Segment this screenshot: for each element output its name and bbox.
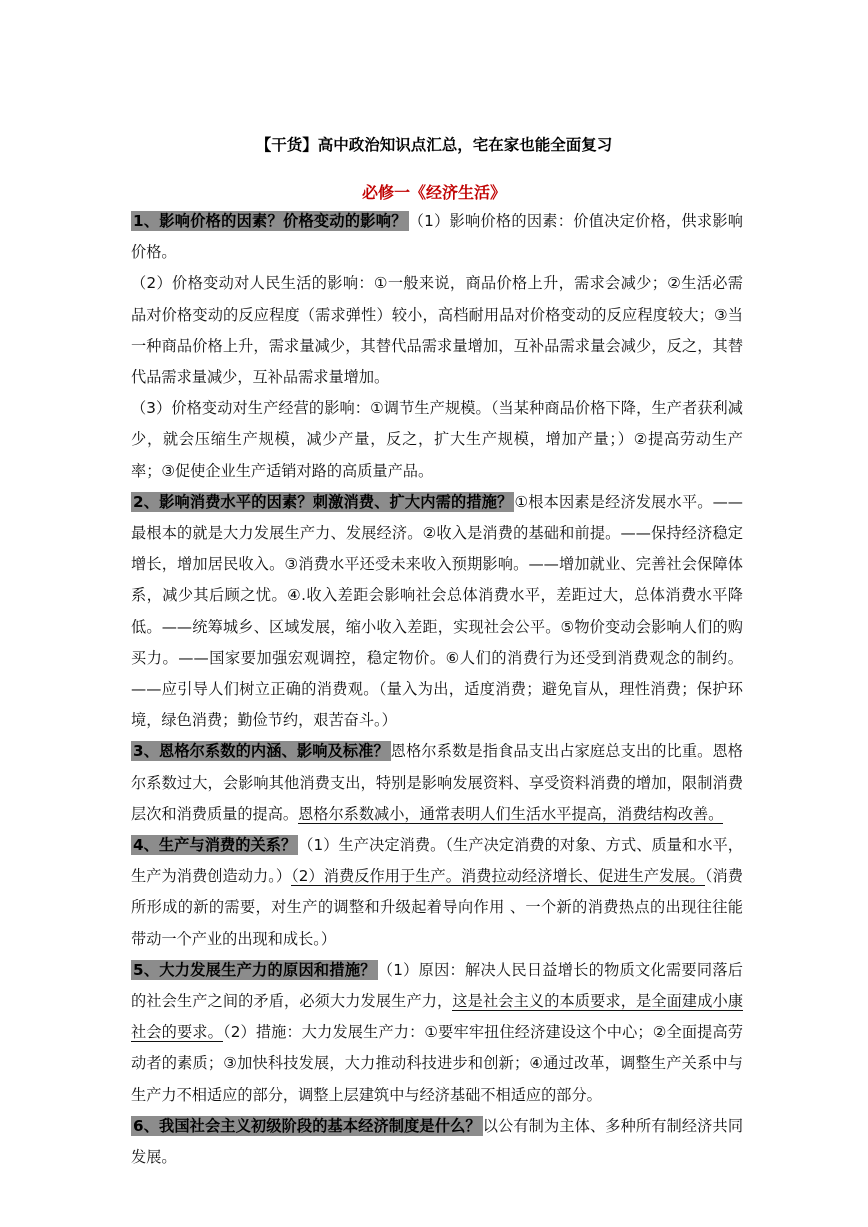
paragraph-q1-part3: （3）价格变动对生产经营的影响：①调节生产规模。（当某种商品价格下降，生产者获利减少，就会压缩生产规模，减少产量，反之，扩大生产规模，增加产量；）②提高劳动生产率；③促使企业生产适销对路的高质量产品。 [131, 399, 743, 480]
underlined-text: 这是社会主义的本质要求，是全面建成小康社会的要求。 [131, 992, 744, 1042]
answer-text: （2）措施：大力发展生产力：①要牢牢扭住经济建设这个中心；②全面提高劳动者的素质；③加快科技发展，大力推动科技进步和创新；④通过改革，调整生产关系中与生产力不相适应的部分，调整上层建筑中与经济基础不相适应的部分。 [131, 1023, 744, 1104]
question-heading-3: 3、恩格尔系数的内涵、影响及标准？ [133, 742, 389, 761]
answer-text: （1）原因：解决人民日益增长的物质文化需要同落后的社会生产之间的矛盾，必须大力发展生产力， [131, 960, 743, 1011]
paragraph-q1-part2: （2）价格变动对人民生活的影响：①一般来说，商品价格上升，需求会减少；②生活必需品对价格变动的反应程度（需求弹性）较小，高档耐用品对价格变动的反应程度较大；③当一种商品价格上升，需求量减少，其替代品需求量增加，互补品需求量会减少，反之，其替代品需求量减少，互补品需求量增加。 [131, 274, 743, 387]
question-heading-1: 1、影响价格的因素？价格变动的影响？ [133, 212, 407, 230]
answer-text: 恩格尔系数是指食品支出占家庭总支出的比重。恩格尔系数过大，会影响其他消费支出，特别是影响发展资料、享受资料消费的增加，限制消费层次和消费质量的提高。 [131, 742, 743, 823]
underlined-text: 恩格尔系数减小，通常表明人们生活水平提高，消费结构改善。 [298, 804, 724, 823]
paragraph-q3 [131, 736, 743, 830]
question-heading-6: 6、我国社会主义初级阶段的基本经济制度是什么？ [133, 1116, 481, 1135]
answer-text: （消费所形成的新的需要，对生产的调整和升级起着导向作用 、一个新的消费热点的出现往往能带动一个产业的出现和成长。） [131, 867, 743, 948]
paragraph-q1 [131, 206, 743, 268]
answer-text: 以公有制为主体、多种所有制经济共同发展。 [131, 1116, 744, 1167]
document-body [131, 206, 743, 1173]
answer-text: （1）生产决定消费。（生产决定消费的对象、方式、质量和水平，生产为消费创造动力。） [131, 836, 743, 886]
question-heading-4: 4、生产与消费的关系？ [133, 836, 297, 855]
question-heading-5: 5、大力发展生产力的原因和措施？ [133, 960, 376, 979]
paragraph-q5 [131, 955, 743, 1111]
underlined-text: （2）消费反作用于生产。消费拉动经济增长、促进生产发展。 [291, 867, 705, 886]
question-heading-2: 2、影响消费水平的因素？刺激消费、扩大内需的措施？ [133, 492, 513, 511]
paragraph-q2 [131, 487, 743, 737]
paragraph-q4 [131, 830, 743, 955]
answer-text: （1）影响价格的因素：价值决定价格，供求影响价格。 [131, 212, 743, 262]
answer-text: ①根本因素是经济发展水平。——最根本的就是大力发展生产力、发展经济。②收入是消费的基础和前提。——保持经济稳定增长，增加居民收入。③消费水平还受未来收入预期影响。——增加就业、完善社会保障体系，减少其后顾之忧。④.收入差距会影响社会总体消费水平，差距过大，总体消费水平降低。——统筹城乡、区域发展，缩小收入差距，实现社会公平。⑤物价变动会影响人们的购买力。——国家要加强宏观调控，稳定物价。⑥人们的消费行为还受到消费观念的制约。——应引导人们树立正确的消费观。（量入为出，适度消费；避免盲从，理性消费；保护环境，绿色消费；勤俭节约，艰苦奋斗。） [131, 492, 743, 730]
document-title: 【干货】高中政治知识点汇总，宅在家也能全面复习 [255, 136, 613, 154]
paragraph-q6 [131, 1111, 743, 1173]
section-subtitle: 必修一《经济生活》 [361, 183, 506, 202]
